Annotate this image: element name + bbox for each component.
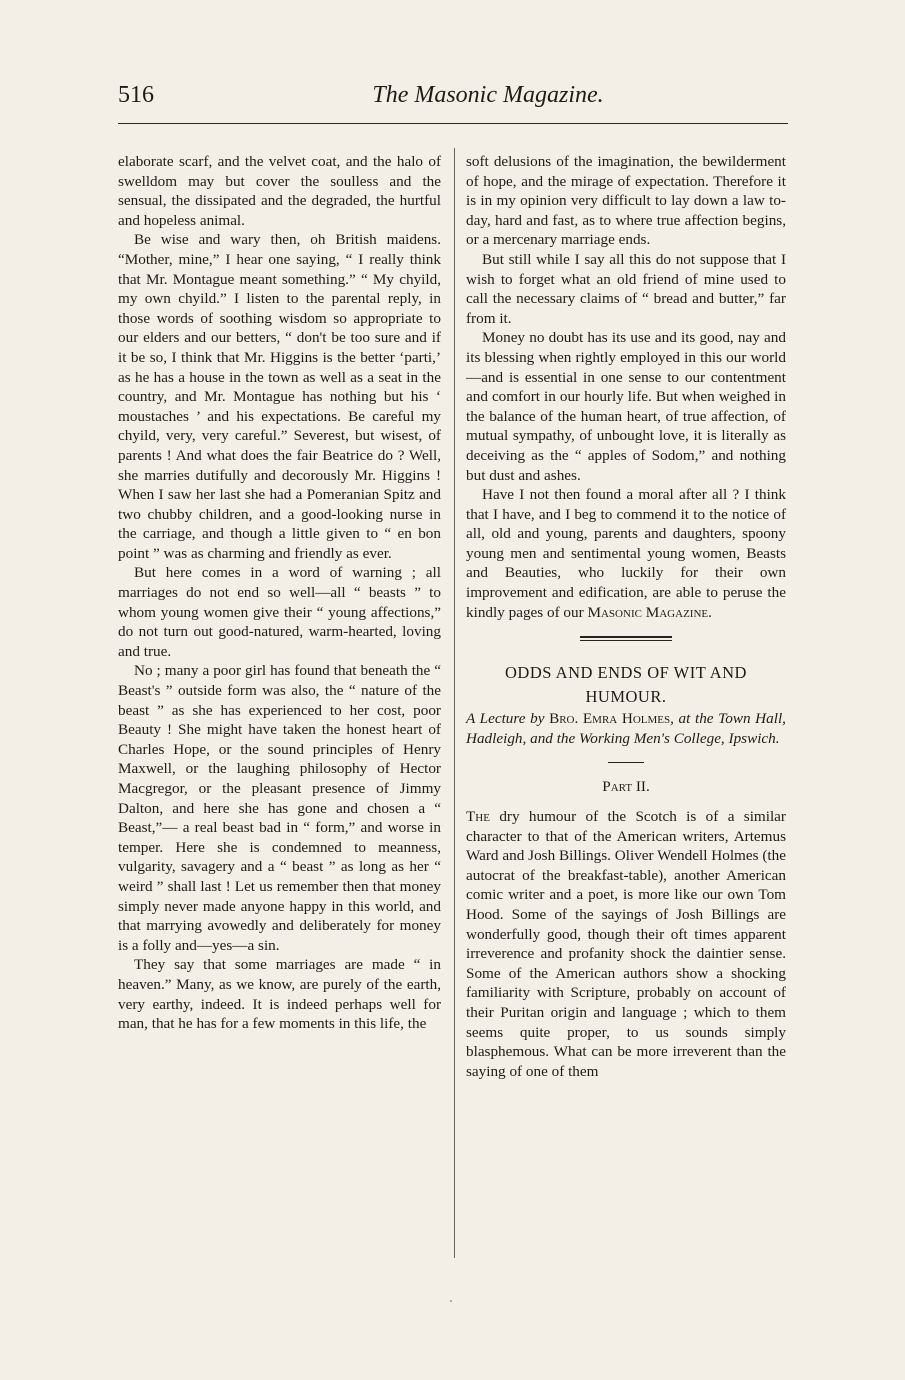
final-paragraph-text: dry humour of the Scotch is of a similar character to that of the American writers, Artemus Ward and Josh Billings. Oliver Wendell Holmes (the autocrat of the breakfast-table), another American comic writer and a poet, is more like our own Tom Hood. Some of the sayings of Josh Billings are wonderfully good, though their oft times apparent irreverence and profanity shock the daintier sense. Some of the American authors show a shocking familiarity with Scripture, probably on account of their Puritan origin and language ; which to them seems quite proper, to us sounds simply blasphemous. What can be more irreverent than the saying of one of them (466, 808, 786, 1080)
lecture-credit (466, 709, 786, 748)
right-paragraph-1: soft delusions of the imagination, the bewilderment of hope, and the mirage of expectation. Therefore it is in my opinion very difficult to lay down a law to-day, hard and fast, as to where true affection begins, or a mercenary marriage ends. (466, 153, 786, 249)
left-paragraph-2: Be wise and wary then, oh British maidens. “Mother, mine,” I hear one saying, “ I really think that Mr. Montague meant something.” “ My chyild, my own chyild.” I listen to the parental reply, in those words of soothing wisdom so appropriate to our elders and our betters, “ don't be too sure and if it be so, I think that Mr. Higgins is the better ‘parti,’ as he has a house in the town as well as a seat in the country, and Mr. Montague has nothing but his ‘ moustaches ’ and his expectations. Be careful my chyild, very, very careful.” Severest, but wisest, of parents ! And what does the fair Beatrice do ? Well, she marries dutifully and decorously Mr. Higgins ! When I saw her last she had a Pomeranian Spitz and two chubby children, and a good-looking nurse in the carriage, and though a little given to “ en bon point ” was as charming and friendly as ever. (118, 231, 441, 562)
right-paragraph-4-text: Have I not then found a moral after all ? I think that I have, and I beg to commend it to the notice of all, old and young, parents and daughters, spoony young men and sentimental young women, Beasts and Beauties, who luckily for their own improvement and edification, are able to peruse the kindly pages of our (466, 486, 786, 621)
lead-word: The (466, 808, 490, 826)
right-column (466, 152, 786, 1081)
paper-speck (450, 1300, 452, 1302)
right-paragraph-final (466, 807, 786, 1081)
left-column (118, 152, 441, 1034)
lecture-author: Bro. Emra Holmes, (549, 710, 674, 728)
short-rule (608, 762, 644, 763)
page-number: 516 (118, 82, 154, 108)
header-rule (118, 123, 788, 124)
section-title: ODDS AND ENDS OF WIT AND HUMOUR. (505, 663, 747, 707)
right-paragraph-3: Money no doubt has its use and its good, nay and its blessing when rightly employed in this our world—and is essential in one sense to our contentment and comfort in our hourly life. But when weighed in the balance of the human heart, of true affection, of mutual sympathy, of unbought love, it is literally as deceiving as the “ apples of Sodom,” and nothing but dust and ashes. (466, 329, 786, 484)
left-paragraph-1: elaborate scarf, and the velvet coat, and the halo of swelldom may but cover the soulless and the sensual, the dissipated and the degraded, the hurtful and hopeless animal. (118, 153, 441, 229)
right-paragraph-4 (466, 485, 786, 622)
right-paragraph-2: But still while I say all this do not suppose that I wish to forget what an old friend of mine used to call the necessary claims of “ bread and butter,” far from it. (466, 250, 786, 327)
left-paragraph-5: They say that some marriages are made “ in heaven.” Many, as we know, are purely of the earth, very earthy, indeed. It is indeed perhaps well for man, that he has for a few moments in this life, the (118, 956, 441, 1033)
column-divider (454, 148, 455, 1258)
lecture-prefix: A Lecture by (466, 710, 550, 728)
magazine-name: Masonic Magazine. (587, 603, 712, 621)
running-title: The Masonic Magazine. (372, 82, 604, 108)
lecture-suffix: at the Town Hall, Hadleigh, and the Working Men's College, Ipswich. (466, 710, 786, 747)
page-header (118, 82, 788, 122)
left-paragraph-3: But here comes in a word of warning ; all marriages do not end so well—all “ beasts ” to whom young women give their “ young affections,” do not turn out good-natured, warm-hearted, loving and true. (118, 564, 441, 660)
left-paragraph-4: No ; many a poor girl has found that beneath the “ Beast's ” outside form was also, the “ nature of the beast ” as she has experienced to her cost, poor Beauty ! She might have taken the honest heart of Charles Hope, or the sound principles of Henry Maxwell, or the laughing philosophy of Hector Macgregor, or the pleasant presence of Jimmy Dalton, and here she has gone and chosen a “ Beast,”— a real beast bad in “ form,” and worse in temper. Here she is condemned to meanness, vulgarity, savagery and a “ beast ” as long as her “ weird ” shall last ! Let us remember then that money simply never made anyone happy in this world, and that marrying avowedly and deliberately for money is a folly and—yes—a sin. (118, 662, 441, 954)
section-double-rule (580, 636, 672, 641)
part-heading: Part II. (602, 778, 650, 796)
